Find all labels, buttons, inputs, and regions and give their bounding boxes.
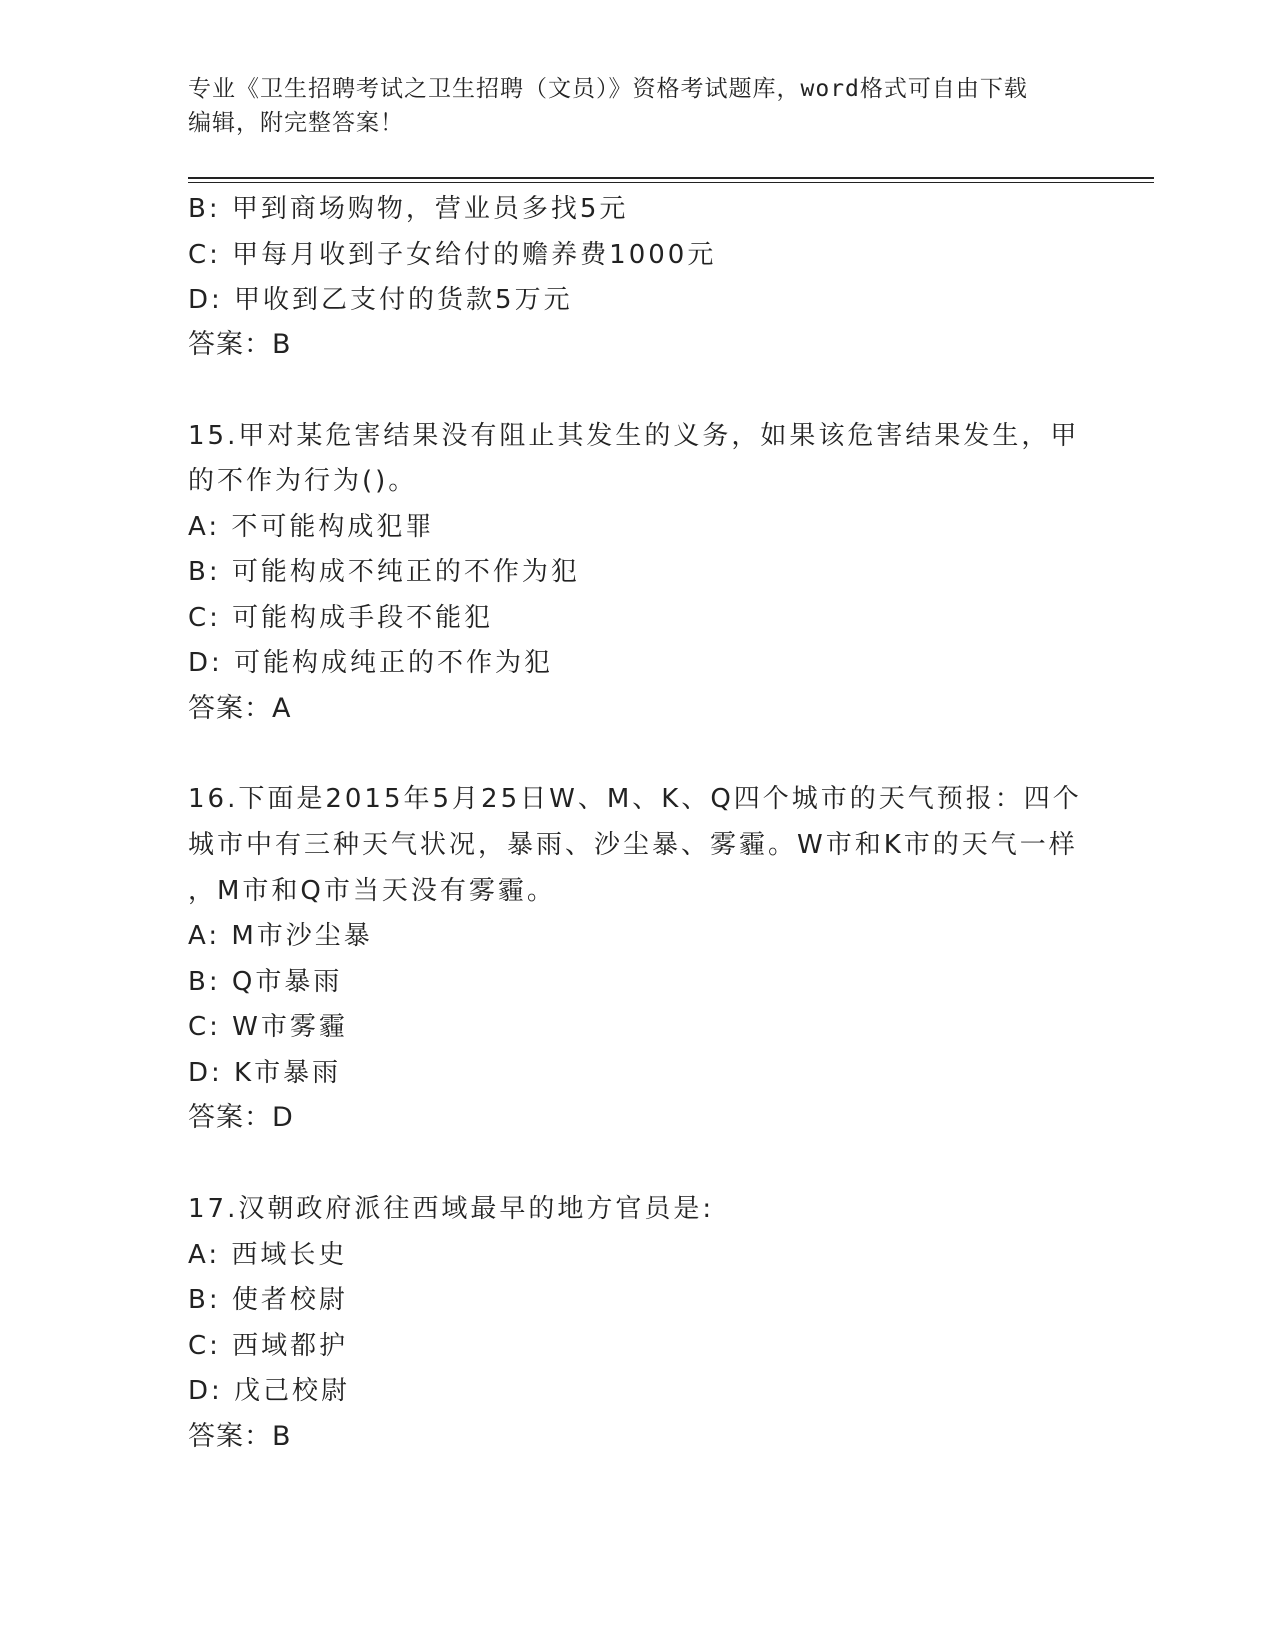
q16-answer: 答案：D [188,1102,294,1133]
q16-stem-line-2: 城市中有三种天气状况，暴雨、沙尘暴、雾霾。W市和K市的天气一样 [188,830,1078,860]
q15-option-d: D: 可能构成纯正的不作为犯 [188,648,554,678]
header-divider-thin [188,182,1154,183]
q15-option-b: B: 可能构成不纯正的不作为犯 [188,557,580,587]
q15-option-a: A: 不可能构成犯罪 [188,512,435,542]
q15-option-c: C: 可能构成手段不能犯 [188,603,494,633]
q16-option-c: C: W市雾霾 [188,1012,348,1042]
q14-option-d: D: 甲收到乙支付的货款5万元 [188,285,573,315]
q16-stem-line-1: 16.下面是2015年5月25日W、M、K、Q四个城市的天气预报：四个 [188,784,1082,814]
q15-stem-line-2: 的不作为行为()。 [188,466,418,496]
q17-option-d: D: 戊己校尉 [188,1376,351,1406]
q16-option-d: D: K市暴雨 [188,1058,342,1088]
q17-stem-line-1: 17.汉朝政府派往西域最早的地方官员是: [188,1194,715,1224]
header-line-2: 编辑，附完整答案！ [188,110,404,136]
q14-answer: 答案：B [188,329,292,360]
q17-option-c: C: 西域都护 [188,1331,349,1361]
header-divider-thick [188,177,1154,179]
q15-answer: 答案：A [188,693,292,724]
document-header [188,72,1088,140]
q16-option-a: A: M市沙尘暴 [188,921,373,951]
q14-option-c: C: 甲每月收到子女给付的赡养费1000元 [188,240,717,270]
header-line-1: 专业《卫生招聘考试之卫生招聘（文员）》资格考试题库，word格式可自由下载 [188,76,1028,102]
q15-stem-line-1: 15.甲对某危害结果没有阻止其发生的义务，如果该危害结果发生，甲 [188,421,1080,451]
q17-option-b: B: 使者校尉 [188,1285,348,1315]
q17-option-a: A: 西域长史 [188,1240,348,1270]
q16-option-b: B: Q市暴雨 [188,967,343,997]
q16-stem-line-3: ，M市和Q市当天没有雾霾。 [188,876,556,906]
q14-option-b: B: 甲到商场购物，营业员多找5元 [188,194,629,224]
q17-answer: 答案：B [188,1421,292,1452]
